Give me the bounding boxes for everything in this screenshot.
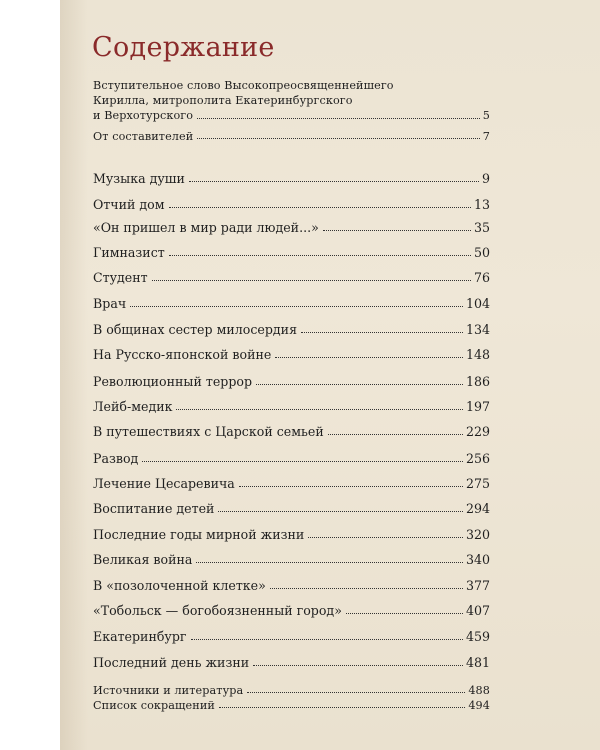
dot-leader [346,613,463,614]
toc-entry-label: и Верхотурского [93,109,194,122]
toc-entry-chapter [93,399,490,414]
toc-page-number: 256 [465,451,490,466]
dot-leader [270,588,463,589]
toc-page-number: 275 [465,476,490,491]
toc-entry-label: «Он пришел в мир ради людей...» [93,220,319,235]
dot-leader [196,562,463,563]
dot-leader [169,207,471,208]
toc-page-number: 340 [465,552,490,567]
toc-entry-label: В «позолоченной клетке» [93,578,266,593]
toc-entry-label: Список сокращений [93,699,215,712]
toc-entry-chapter [93,476,490,491]
toc-entry-label: Воспитание детей [93,501,215,516]
toc-entry-chapter [93,270,490,285]
page-title: Содержание [92,32,275,63]
toc-page-number: 7 [482,130,490,143]
dot-leader [197,118,480,119]
toc-page-number: 320 [465,527,490,542]
dot-leader [176,409,462,410]
toc-page-number: 186 [465,374,490,389]
toc-page-number: 35 [473,220,490,235]
toc-page-number: 13 [473,197,490,212]
dot-leader [253,665,463,666]
dot-leader [239,486,463,487]
toc-entry-label: Последние годы мирной жизни [93,527,305,542]
dot-leader [142,461,463,462]
dot-leader [275,357,463,358]
toc-entry-chapter [93,527,490,542]
dot-leader [323,230,471,231]
toc-entry-label: Лейб-медик [93,399,173,414]
toc-page-number: 481 [465,655,490,670]
toc-entry-chapter [93,245,490,260]
toc-entry-label: Лечение Цесаревича [93,476,235,491]
toc-entry-chapter [93,322,490,337]
toc-page-number: 494 [468,699,490,712]
dot-leader [169,255,471,256]
dot-leader [152,280,471,281]
toc-page-number: 229 [465,424,490,439]
toc-entry-chapter [93,629,490,644]
toc-entry-label: Отчий дом [93,197,165,212]
toc-entry-chapter [93,197,490,212]
dot-leader [328,434,463,435]
toc-entry-label: От составителей [93,130,194,143]
toc-entry-intro [93,78,490,123]
toc-entry-chapter [93,655,490,670]
toc-entry-chapter [93,603,490,618]
dot-leader [301,332,463,333]
toc-entry-chapter [93,374,490,389]
toc-entry-abbreviations [93,699,490,712]
dot-leader [256,384,463,385]
toc-entry-label: Развод [93,451,139,466]
dot-leader [247,692,465,693]
toc-page-number: 459 [465,629,490,644]
dot-leader [191,639,463,640]
toc-entry-label: В общинах сестер милосердия [93,322,298,337]
toc-page-number: 294 [465,501,490,516]
toc-page-number: 488 [468,684,490,697]
dot-leader [197,138,479,139]
toc-page-number: 9 [481,171,490,186]
toc-entry-label: Революционный террор [93,374,253,389]
toc-entry-intro-line-1: Вступительное слово Высокопреосвященнейшего [93,79,394,92]
toc-entry-sources [93,684,490,697]
toc-entry-label: Последний день жизни [93,655,250,670]
toc-page-number: 5 [482,109,490,122]
toc-page-number: 407 [465,603,490,618]
toc-entry-chapter [93,171,490,186]
toc-page-number: 134 [465,322,490,337]
toc-entry-chapter [93,552,490,567]
toc-entry-label: Великая война [93,552,193,567]
toc-entry-label: Врач [93,296,127,311]
toc-entry-label: Гимназист [93,245,165,260]
toc-entry-label: Музыка души [93,171,185,186]
dot-leader [218,511,463,512]
toc-entry-label: На Русско-японской войне [93,347,272,362]
dot-leader [219,707,465,708]
toc-entry-label: Екатеринбург [93,629,187,644]
toc-entry-label: В путешествиях с Царской семьей [93,424,324,439]
toc-page-number: 197 [465,399,490,414]
toc-entry-label: «Тобольск — богобоязненный город» [93,603,342,618]
toc-page-number: 377 [465,578,490,593]
dot-leader [189,181,479,182]
toc-entry-intro-line-2: Кирилла, митрополита Екатеринбургского [93,94,353,107]
toc-page-number: 76 [473,270,490,285]
toc-entry-chapter [93,347,490,362]
toc-entry-chapter [93,451,490,466]
dot-leader [130,306,463,307]
toc-entry-label: Студент [93,270,148,285]
toc-page-number: 148 [465,347,490,362]
toc-entry-from-compilers [93,130,490,143]
toc-entry-chapter [93,220,490,235]
toc-page-number: 104 [465,296,490,311]
toc-entry-chapter [93,501,490,516]
toc-entry-label: Источники и литература [93,684,244,697]
toc-entry-chapter [93,296,490,311]
toc-page-number: 50 [473,245,490,260]
toc-entry-chapter [93,424,490,439]
toc-entry-chapter [93,578,490,593]
dot-leader [308,537,463,538]
